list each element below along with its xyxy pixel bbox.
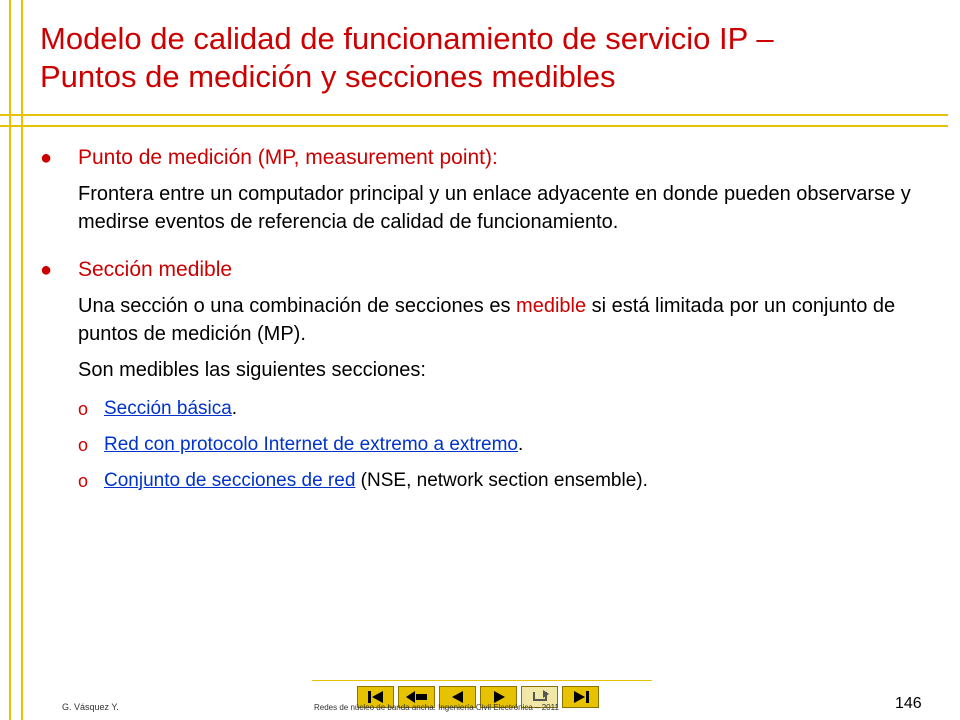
header-rule-1: [0, 114, 948, 116]
para-text: Una sección o una combinación de secciones es: [78, 295, 517, 317]
last-slide-button[interactable]: [562, 686, 599, 708]
bullet-description: Frontera entre un computador principal y un enlace adyacente en donde pueden observarse y medirse eventos de referencia de calidad de funcionamiento.: [78, 183, 911, 233]
title-line-2: Puntos de medición y secciones medibles: [40, 59, 616, 94]
bullet-description-2: Son medibles las siguientes secciones:: [78, 359, 426, 381]
bullet-measurable-section: [40, 256, 920, 284]
title-line-1: Modelo de calidad de funcionamiento de servicio IP –: [40, 21, 774, 56]
bullet-heading: Punto de medición (MP, measurement point):: [78, 146, 498, 169]
circle-bullet-icon: o: [78, 471, 89, 491]
previous-slide-icon: [447, 690, 469, 704]
sub-item-rest: .: [518, 434, 524, 455]
header-rule-2: [0, 125, 948, 127]
sub-item: [78, 468, 920, 494]
bullet-dot-icon: ●: [40, 147, 53, 169]
footer-author: G. Vásquez Y.: [62, 702, 119, 712]
link-basic-section[interactable]: Sección básica: [104, 398, 232, 419]
slide-content: [40, 144, 920, 494]
highlight-text: medible: [516, 295, 587, 317]
sub-item-rest: .: [231, 398, 238, 419]
link-network-section-ensemble[interactable]: Conjunto de secciones de red: [104, 470, 356, 491]
left-rule-1: [9, 0, 11, 720]
left-rule-2: [21, 0, 23, 720]
bullet-dot-icon: ●: [40, 259, 53, 281]
link-end-to-end-ip-network[interactable]: Red con protocolo Internet de extremo a extremo: [104, 434, 519, 455]
footer-course: Redes de núcleo de banda ancha. Ingeniería Civil Electrónica – 2011: [314, 703, 559, 712]
para-text: si está limitada por un conjunto de puntos de medición (MP).: [78, 295, 896, 345]
circle-bullet-icon: o: [78, 399, 89, 419]
first-slide-icon: [365, 690, 387, 704]
previous-section-icon: [404, 690, 430, 704]
last-slide-icon: [570, 690, 592, 704]
slide-title: [40, 20, 945, 96]
sub-item-rest: (NSE, network section ensemble).: [355, 470, 648, 491]
bullet-measurement-point: [40, 144, 920, 172]
circle-bullet-icon: o: [78, 435, 89, 455]
next-slide-icon: [488, 690, 510, 704]
bullet-description: [78, 292, 920, 348]
page-number: 146: [895, 695, 922, 712]
return-icon: [529, 690, 551, 704]
footer-rule: [312, 680, 652, 681]
sub-item: [78, 432, 920, 458]
bullet-heading: Sección medible: [78, 258, 233, 281]
sub-item: [78, 396, 920, 422]
